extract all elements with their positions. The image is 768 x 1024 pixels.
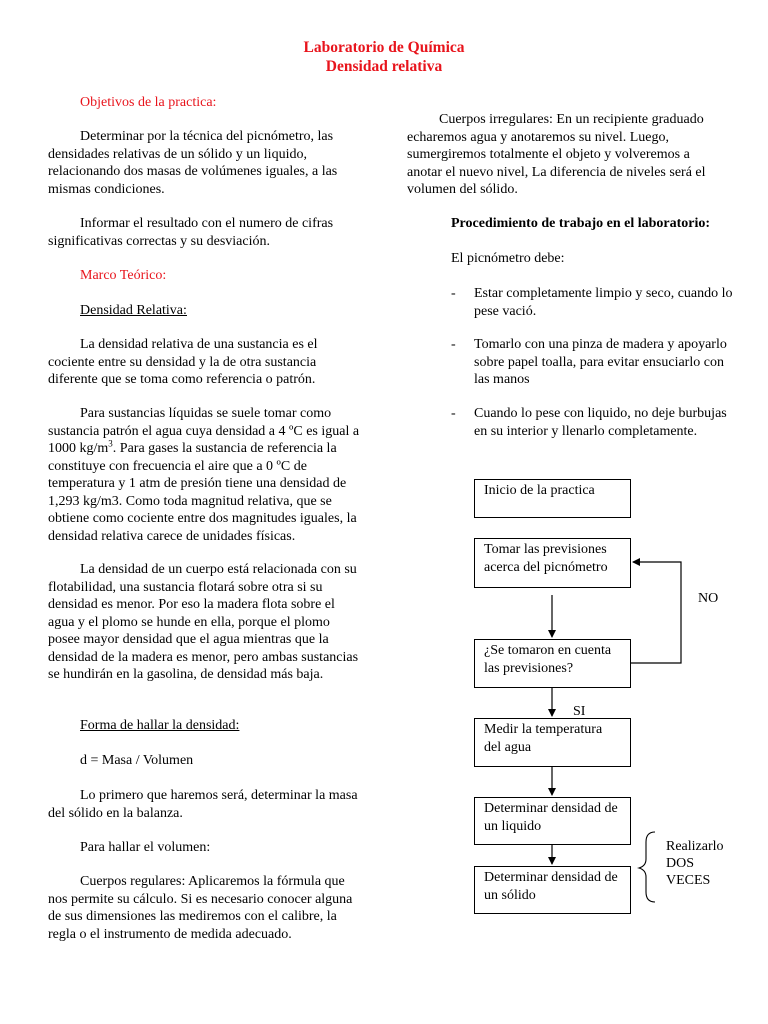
theory-paragraph-2: Para sustancias líquidas se suele tomar como sustancia patrón el agua cuya densidad a 4 ºC es igual a 1000 $kg/m^3$. Para gases la sustancia de referencia la constituye con frecuencia el aire que a 0 ºC de temperatura y 1 atm de presión tiene una densidad de 1,293 kg/m3. Como toda magnitud relativa, que se obtiene como cociente entre dos magnitudes iguales, la densidad relativa carece de unidades físicas.: [48, 406, 360, 544]
no-label: NO: [698, 591, 719, 606]
irregular-bodies-paragraph: Cuerpos irregulares: En un recipiente graduado echaremos agua y anotaremos su nivel. Luego, sumergiremos totalmente el objeto y volveremos a anotar el nuevo nivel, La diferencia de niveles será el volumen del sólido.: [407, 112, 706, 197]
page-subtitle: Densidad relativa: [325, 58, 443, 75]
flow-step-check: ¿Se tomaron en cuenta las previsiones?: [474, 639, 631, 688]
bullet-item: Estar completamente limpio y seco, cuando lo pese vació.: [474, 286, 733, 319]
relative-density-heading: Densidad Relativa:: [80, 303, 187, 318]
theory-paragraph-1: La densidad relativa de una sustancia es el cociente entre su densidad y la de otra sustancia diferente que se toma como referencia o patrón.: [48, 337, 318, 387]
procedure-heading: Procedimiento de trabajo en el laboratorio:: [451, 216, 711, 231]
repeat-note-line-1: Realizarlo: [666, 839, 724, 854]
pycnometer-intro: El picnómetro debe:: [451, 251, 565, 266]
density-method-heading: Forma de hallar la densidad:: [80, 718, 240, 733]
repeat-note-line-3: VECES: [666, 873, 711, 888]
objectives-heading: Objetivos de la practica:: [80, 95, 217, 110]
density-formula: d = Masa / Volumen: [80, 753, 194, 768]
objective-paragraph-1: Determinar por la técnica del picnómetro, las densidades relativas de un sólido y un liquido, relacionando dos masas de volúmenes iguales, a las mismas condiciones.: [48, 129, 338, 197]
no-loop-line: [631, 562, 681, 663]
flow-step-solid-density: Determinar densidad de un sólido: [474, 866, 631, 914]
regular-bodies-paragraph: Cuerpos regulares: Aplicaremos la fórmula que nos permite su cálculo. Si es necesario conocer alguna de sus dimensiones las mediremos con el calibre, la regla o el instrumento de medida adecuado.: [48, 874, 353, 942]
flow-step-liquid-density: Determinar densidad de un liquido: [474, 797, 631, 845]
theory-paragraph-3: La densidad de un cuerpo está relacionada con su flotabilidad, una sustancia flotará sobre otra si su densidad es menor. Por eso la madera flota sobre el agua y el plomo se hunde en ella, porque el plomo posee mayor densidad que el agua mientras que la densidad de la madera es menor, pero ambas sustancias se hundirán en la gasolina, de densidad más baja.: [48, 562, 359, 682]
volume-intro: Para hallar el volumen:: [80, 840, 211, 855]
flow-step-start: Inicio de la practica: [474, 479, 631, 518]
bullet-item: Tomarlo con una pinza de madera y apoyarlo sobre papel toalla, para evitar ensuciarlo con las manos: [474, 337, 727, 387]
flow-step-temperature: Medir la temperatura del agua: [474, 718, 631, 767]
repeat-brace: [639, 832, 655, 902]
flow-step-previsions: Tomar las previsiones acerca del picnómetro: [474, 538, 631, 588]
bullet-marker: -: [451, 286, 456, 301]
bullet-item: Cuando lo pese con liquido, no deje burbujas en su interior y llenarlo completamente.: [474, 406, 727, 439]
objective-paragraph-2: Informar el resultado con el numero de cifras significativas correctas y su desviación.: [48, 216, 334, 249]
theory-heading: Marco Teórico:: [80, 268, 167, 283]
repeat-note-line-2: DOS: [666, 856, 695, 871]
bullet-marker: -: [451, 406, 456, 421]
page-title: Laboratorio de Química: [303, 39, 465, 56]
yes-label: SI: [573, 704, 586, 719]
mass-paragraph: Lo primero que haremos será, determinar la masa del sólido en la balanza.: [48, 788, 358, 821]
bullet-marker: -: [451, 337, 456, 352]
